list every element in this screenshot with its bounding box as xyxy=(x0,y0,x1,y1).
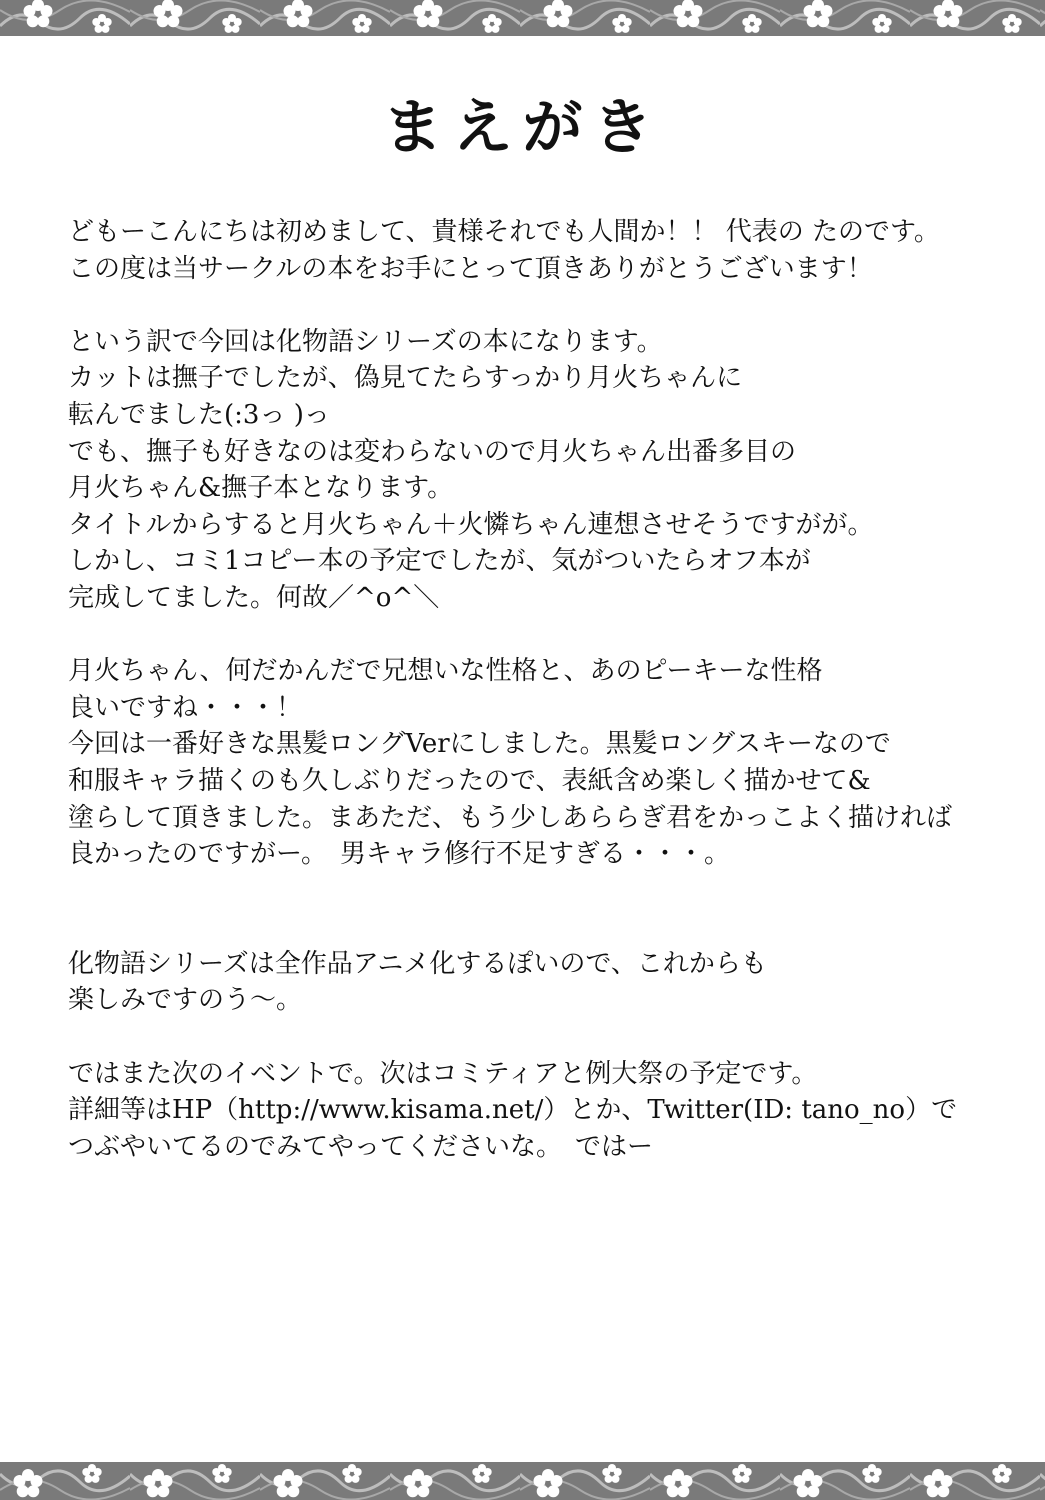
floral-pattern-icon xyxy=(0,0,1045,36)
text-line: どもーこんにちは初めまして、貴様それでも人間か！！ 代表の たのです。 xyxy=(68,217,940,247)
text-line: 楽しみですのう〜。 xyxy=(68,985,303,1016)
paragraph-about-book xyxy=(68,324,1018,617)
text-line: この度は当サークルの本をお手にとって頂きありがとうございます！ xyxy=(68,253,873,284)
text-line: 和服キャラ描くのも久しぶりだったので、表紙含め楽しく描かせて& xyxy=(68,765,871,796)
decorative-border-bottom xyxy=(0,1462,1045,1500)
page-title: まえがき xyxy=(382,93,663,163)
paragraph-character xyxy=(68,653,1018,873)
text-line: カットは撫子でしたが、偽見てたらすっかり月火ちゃんに xyxy=(68,363,743,394)
paragraph-closing xyxy=(68,1056,1018,1166)
text-line: 良いですね・・・！ xyxy=(68,692,303,723)
text-line: つぶやいてるのでみてやってくださいな。 ではー xyxy=(68,1131,654,1162)
text-line: 良かったのですがー。 男キャラ修行不足すぎる・・・。 xyxy=(68,839,730,870)
text-line: でも、撫子も好きなのは変わらないので月火ちゃん出番多目の xyxy=(68,436,797,467)
text-line: しかし、コミ1コピー本の予定でしたが、気がついたらオフ本が xyxy=(68,546,811,577)
floral-pattern-icon xyxy=(0,1462,1045,1500)
paragraph-greeting xyxy=(68,214,1018,287)
text-line: 月火ちゃん&撫子本となります。 xyxy=(68,473,454,504)
text-line: 完成してました。何故／^o^＼ xyxy=(68,582,440,613)
preface-body xyxy=(68,214,1018,1165)
paragraph-anime xyxy=(68,946,1018,1019)
text-line: 詳細等はHP（http://www.kisama.net/）とか、Twitter(ID: tano_no）で xyxy=(68,1095,958,1126)
text-line: 塗らして頂きました。まあただ、もう少しあららぎ君をかっこよく描ければ xyxy=(68,802,953,833)
text-line: 化物語シリーズは全作品アニメ化するぽいので、これからも xyxy=(68,948,767,979)
text-line: 今回は一番好きな黒髪ロングVerにしました。黒髪ロングスキーなので xyxy=(68,729,891,760)
text-line: 月火ちゃん、何だかんだで兄想いな性格と、あのピーキーな性格 xyxy=(68,656,823,687)
text-line: という訳で今回は化物語シリーズの本になります。 xyxy=(68,326,663,357)
text-line: ではまた次のイベントで。次はコミティアと例大祭の予定です。 xyxy=(68,1058,818,1089)
text-line: 転んでました(:3っ )っ xyxy=(68,399,330,430)
decorative-border-top xyxy=(0,0,1045,36)
text-line: タイトルからすると月火ちゃん＋火憐ちゃん連想させそうですがが。 xyxy=(68,509,874,540)
